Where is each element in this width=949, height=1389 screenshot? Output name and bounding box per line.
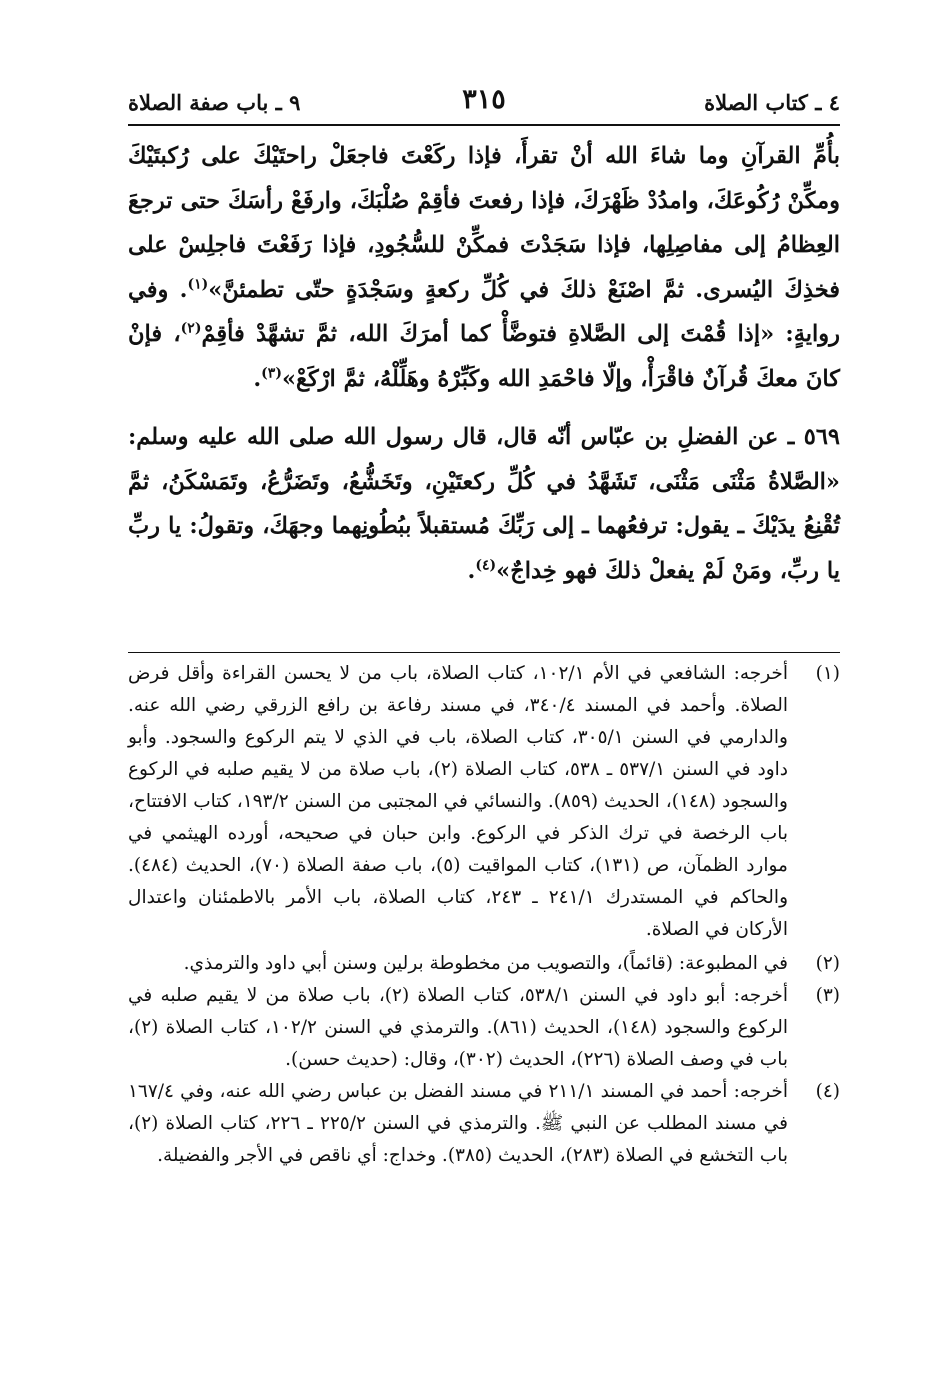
footnote-mark: (٢) [815, 953, 840, 974]
footnote-4 [128, 1076, 840, 1172]
footnote-3 [128, 980, 840, 1076]
footnote-text: أخرجه: أحمد في المسند ٢١١/١ في مسند الفضل بن عباس رضي الله عنه، وفي ١٦٧/٤ في مسند المطلب عن النبي ﷺ. والترمذي في السنن ٢٢٥/٢ ـ ٢٢٦، كتاب الصلاة (٢)، باب التخشع في الصلاة (٢٨٣)، الحديث (٣٨٥). وخداج: أي ناقص في الأجر والفضيلة. [128, 1081, 789, 1166]
paragraph-continuation [128, 134, 840, 401]
hadith-569 [128, 415, 840, 593]
footnote-ref-3: (٣) [261, 365, 282, 381]
hadith-number: ٥٦٩ ـ [787, 424, 840, 450]
para1-text: بأُمِّ القرآنِ وما شاءَ الله أنْ تقرأَ، فإذا ركَعْتَ فاجعَلْ راحتَيْكَ على رُكبتَيْكَ ومكِّنْ رُكُوعَكَ، وامدُدْ ظَهْرَكَ، فإذا رفعتَ فأقِمْ صُلْبَكَ، وارفَعْ رأسَكَ حتى ترجعَ العِظامُ إلى مفاصِلِها، فإذا سَجَدْتَ فمكِّنْ للسُّجُودِ، فإذا رَفَعْتَ فاجلِسْ على فخذِكَ اليُسرى. ثمَّ اصْنَعْ ذلكَ في كُلِّ ركعةٍ وسَجْدَةٍ حتّى تطمئنَّ» [128, 143, 840, 303]
footnote-ref-4: (٤) [475, 557, 497, 573]
para1-text-4: . [253, 365, 262, 392]
book-label: ٤ ـ كتاب الصلاة [704, 90, 840, 115]
footnotes [128, 658, 840, 1172]
footnote-ref-2: (٢) [180, 320, 202, 337]
footnote-1 [128, 658, 840, 946]
footnote-mark: (٤) [815, 1081, 840, 1102]
chapter-label: ٩ ـ باب صفة الصلاة [128, 90, 301, 115]
footnote-mark: (١) [815, 663, 840, 684]
header-rule [128, 124, 840, 126]
footnote-rule [128, 652, 840, 653]
main-text [128, 134, 840, 593]
running-header [128, 86, 840, 120]
footnote-2 [128, 948, 840, 980]
para1-text-3: ، فإنْ كانَ معكَ قُرآنٌ فاقْرَأْ، وإلّا فاحْمَدِ الله وكَبِّرْهُ وهَلِّلْهُ، ثمَّ ارْكَعْ» [128, 321, 840, 392]
footnote-ref-1: (١) [187, 276, 209, 292]
footnote-text: أخرجه: الشافعي في الأم ١٠٢/١، كتاب الصلاة، باب من لا يحسن القراءة وأقل فرض الصلاة. وأحمد في المسند ٣٤٠/٤، في مسند رفاعة بن رافع الزرقي رضي الله عنه. والدارمي في السنن ٣٠٥/١، كتاب الصلاة، باب في الذي لا يتم الركوع والسجود. وأبو داود في السنن ٥٣٧/١ ـ ٥٣٨، كتاب الصلاة (٢)، باب صلاة من لا يقيم صلبه في الركوع والسجود (١٤٨)، الحديث (٨٥٩). والنسائي في المجتبى من السنن ١٩٣/٢، كتاب الافتتاح، باب الرخصة في ترك الذكر في الركوع. وابن حبان في صحيحه، أورده الهيثمي في موارد الظمآن، ص (١٣١)، كتاب المواقيت (٥)، باب صفة الصلاة (٧٠)، الحديث (٤٨٤). والحاكم في المستدرك ٢٤١/١ ـ ٢٤٣، كتاب الصلاة، باب الأمر بالاطمئنان واعتدال الأركان في الصلاة. [128, 663, 789, 940]
footnote-mark: (٣) [815, 985, 840, 1006]
para2-text-2: . [467, 557, 476, 584]
footnote-text: في المطبوعة: (قائماً)، والتصويب من مخطوطة برلين وسنن أبي داود والترمذي. [183, 953, 788, 974]
para1-text-2: . وفي روايةٍ: «إذا قُمْتَ إلى الصَّلاةِ فتوضَّأْ كما أمرَكَ الله، ثمَّ تشهَّدْ فأقِمْ [128, 276, 841, 347]
page-number: ٣١٥ [462, 84, 506, 115]
para2-text: عن الفضلِ بن عبّاس أنّه قال، قال رسول الله صلى الله عليه وسلم: «الصَّلاةُ مَثْنَى مَثْنَى، تَشَهَّدُ في كُلِّ ركعتَيْنِ، وتَخَشُّعُ، وتَضَرُّعُ، وتَمَسْكَنُ، ثمَّ تُقْنِعُ يدَيْكَ ـ يقول: ترفعُهما ـ إلى رَبِّكَ مُستقبلاً ببُطُونِهما وجهَكَ، وتقولُ: يا ربِّ يا ربِّ، ومَنْ لَمْ يفعلْ ذلكَ فهو خِداجٌ» [128, 424, 840, 584]
footnote-text: أخرجه: أبو داود في السنن ٥٣٨/١، كتاب الصلاة (٢)، باب صلاة من لا يقيم صلبه في الركوع والسجود (١٤٨)، الحديث (٨٦١). والترمذي في السنن ١٠٢/٢، كتاب الصلاة (٢)، باب في وصف الصلاة (٢٢٦)، الحديث (٣٠٢)، وقال: (حديث حسن). [128, 985, 788, 1070]
